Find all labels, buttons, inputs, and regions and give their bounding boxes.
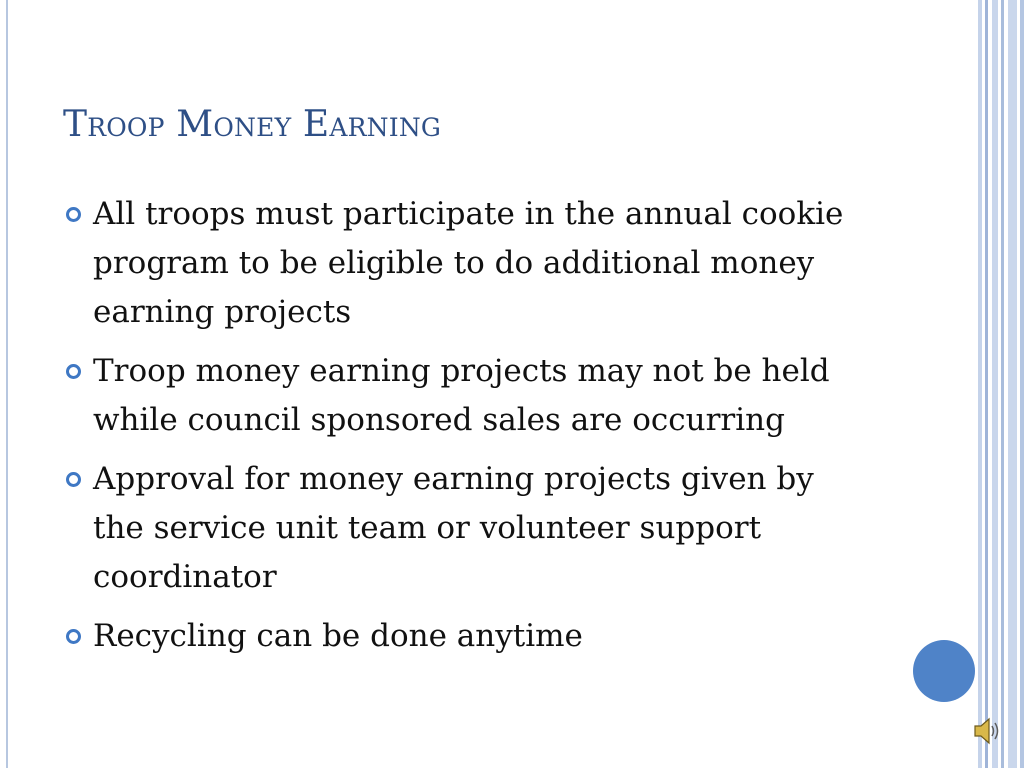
bullet-text: Approval for money earning projects given by the service unit team or volunteer support coordinator xyxy=(93,461,814,595)
left-border-line xyxy=(6,0,8,768)
right-stripe xyxy=(978,0,982,768)
right-stripe xyxy=(1008,0,1017,768)
bullet-circle-icon xyxy=(66,207,81,222)
bullet-circle-icon xyxy=(66,364,81,379)
right-stripe xyxy=(985,0,988,768)
bullet-text: Troop money earning projects may not be held while council sponsored sales are occurring xyxy=(93,353,830,438)
bullet-circle-icon xyxy=(66,472,81,487)
bullet-list xyxy=(66,190,896,671)
bullet-text: All troops must participate in the annual cookie program to be eligible to do additional money earning projects xyxy=(93,196,844,330)
list-item xyxy=(66,190,893,337)
list-item xyxy=(66,347,873,445)
bullet-text: Recycling can be done anytime xyxy=(93,618,583,654)
decorative-circle xyxy=(913,640,975,702)
right-stripe xyxy=(1020,0,1024,768)
speaker-icon[interactable] xyxy=(972,714,1002,748)
list-item xyxy=(66,612,896,661)
slide-title: Troop Money Earning xyxy=(63,104,442,145)
right-stripe xyxy=(992,0,998,768)
list-item xyxy=(66,455,833,602)
right-stripe xyxy=(1001,0,1004,768)
bullet-circle-icon xyxy=(66,629,81,644)
